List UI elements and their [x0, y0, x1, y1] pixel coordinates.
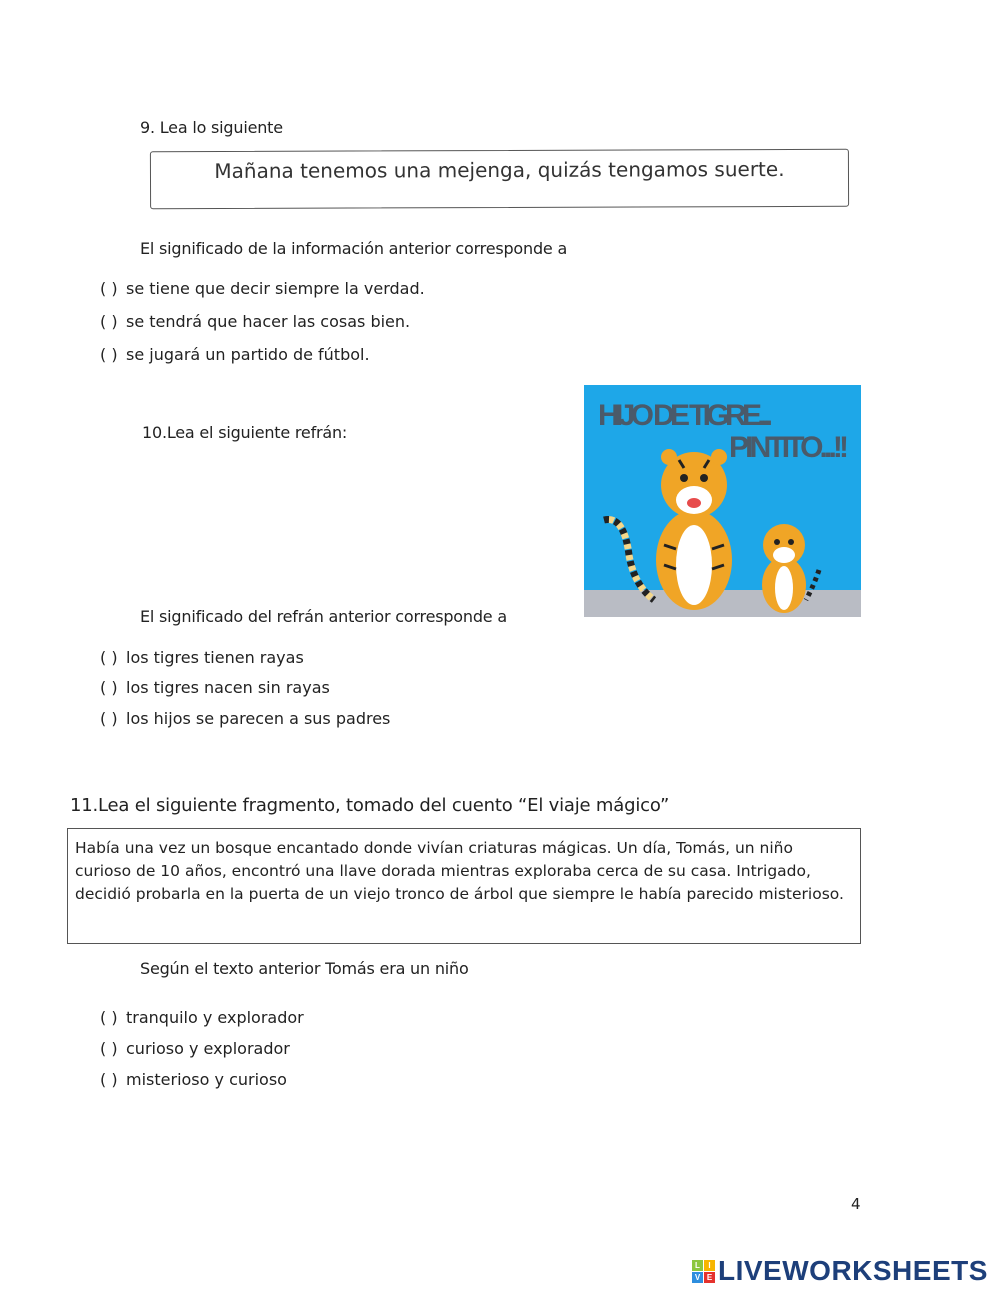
q10-title: 10.Lea el siguiente refrán: [142, 423, 348, 442]
tiger-image [584, 385, 861, 617]
q9-option-1[interactable]: ( ) se tiene que decir siempre la verdad. [100, 279, 425, 298]
q10-prompt: El significado del refrán anterior corresponde a [140, 607, 507, 626]
q11-option-3[interactable]: ( ) misterioso y curioso [100, 1070, 287, 1089]
q10-option-2[interactable]: ( ) los tigres nacen sin rayas [100, 678, 330, 697]
q9-sentence-box [150, 149, 849, 209]
q9-prompt: El significado de la información anterior corresponde a [140, 239, 568, 258]
q11-fragment: Había una vez un bosque encantado donde vivían criaturas mágicas. Un día, Tomás, un niño curioso de 10 años, encontró una llave dorada mientras exploraba cerca de su casa. Intrigado, decidió probarla en la puerta de un viejo tronco de árbol que siempre le había parecido misterioso. [75, 839, 844, 903]
q11-option-2[interactable]: ( ) curioso y explorador [100, 1039, 290, 1058]
q11-option-1[interactable]: ( ) tranquilo y explorador [100, 1008, 304, 1027]
page-number: 4 [851, 1195, 861, 1213]
q9-title: 9. Lea lo siguiente [140, 118, 283, 137]
image-title-line2: PINTITO...!! [729, 431, 849, 464]
image-title-line1: HIJO DE TIGRE... [598, 399, 773, 432]
q11-title: 11.Lea el siguiente fragmento, tomado del cuento “El viaje mágico” [70, 795, 670, 816]
logo-cube-icon: L I V E [692, 1260, 715, 1283]
q9-option-2[interactable]: ( ) se tendrá que hacer las cosas bien. [100, 312, 411, 331]
q10-option-3[interactable]: ( ) los hijos se parecen a sus padres [100, 709, 391, 728]
q9-option-3[interactable]: ( ) se jugará un partido de fútbol. [100, 345, 370, 364]
liveworksheets-logo [692, 1255, 988, 1287]
q11-fragment-box [67, 828, 861, 944]
q11-prompt: Según el texto anterior Tomás era un niño [140, 959, 469, 978]
q10-option-1[interactable]: ( ) los tigres tienen rayas [100, 648, 304, 667]
q9-sentence: Mañana tenemos una mejenga, quizás tengamos suerte. [214, 157, 785, 183]
logo-text: LIVEWORKSHEETS [718, 1255, 988, 1286]
